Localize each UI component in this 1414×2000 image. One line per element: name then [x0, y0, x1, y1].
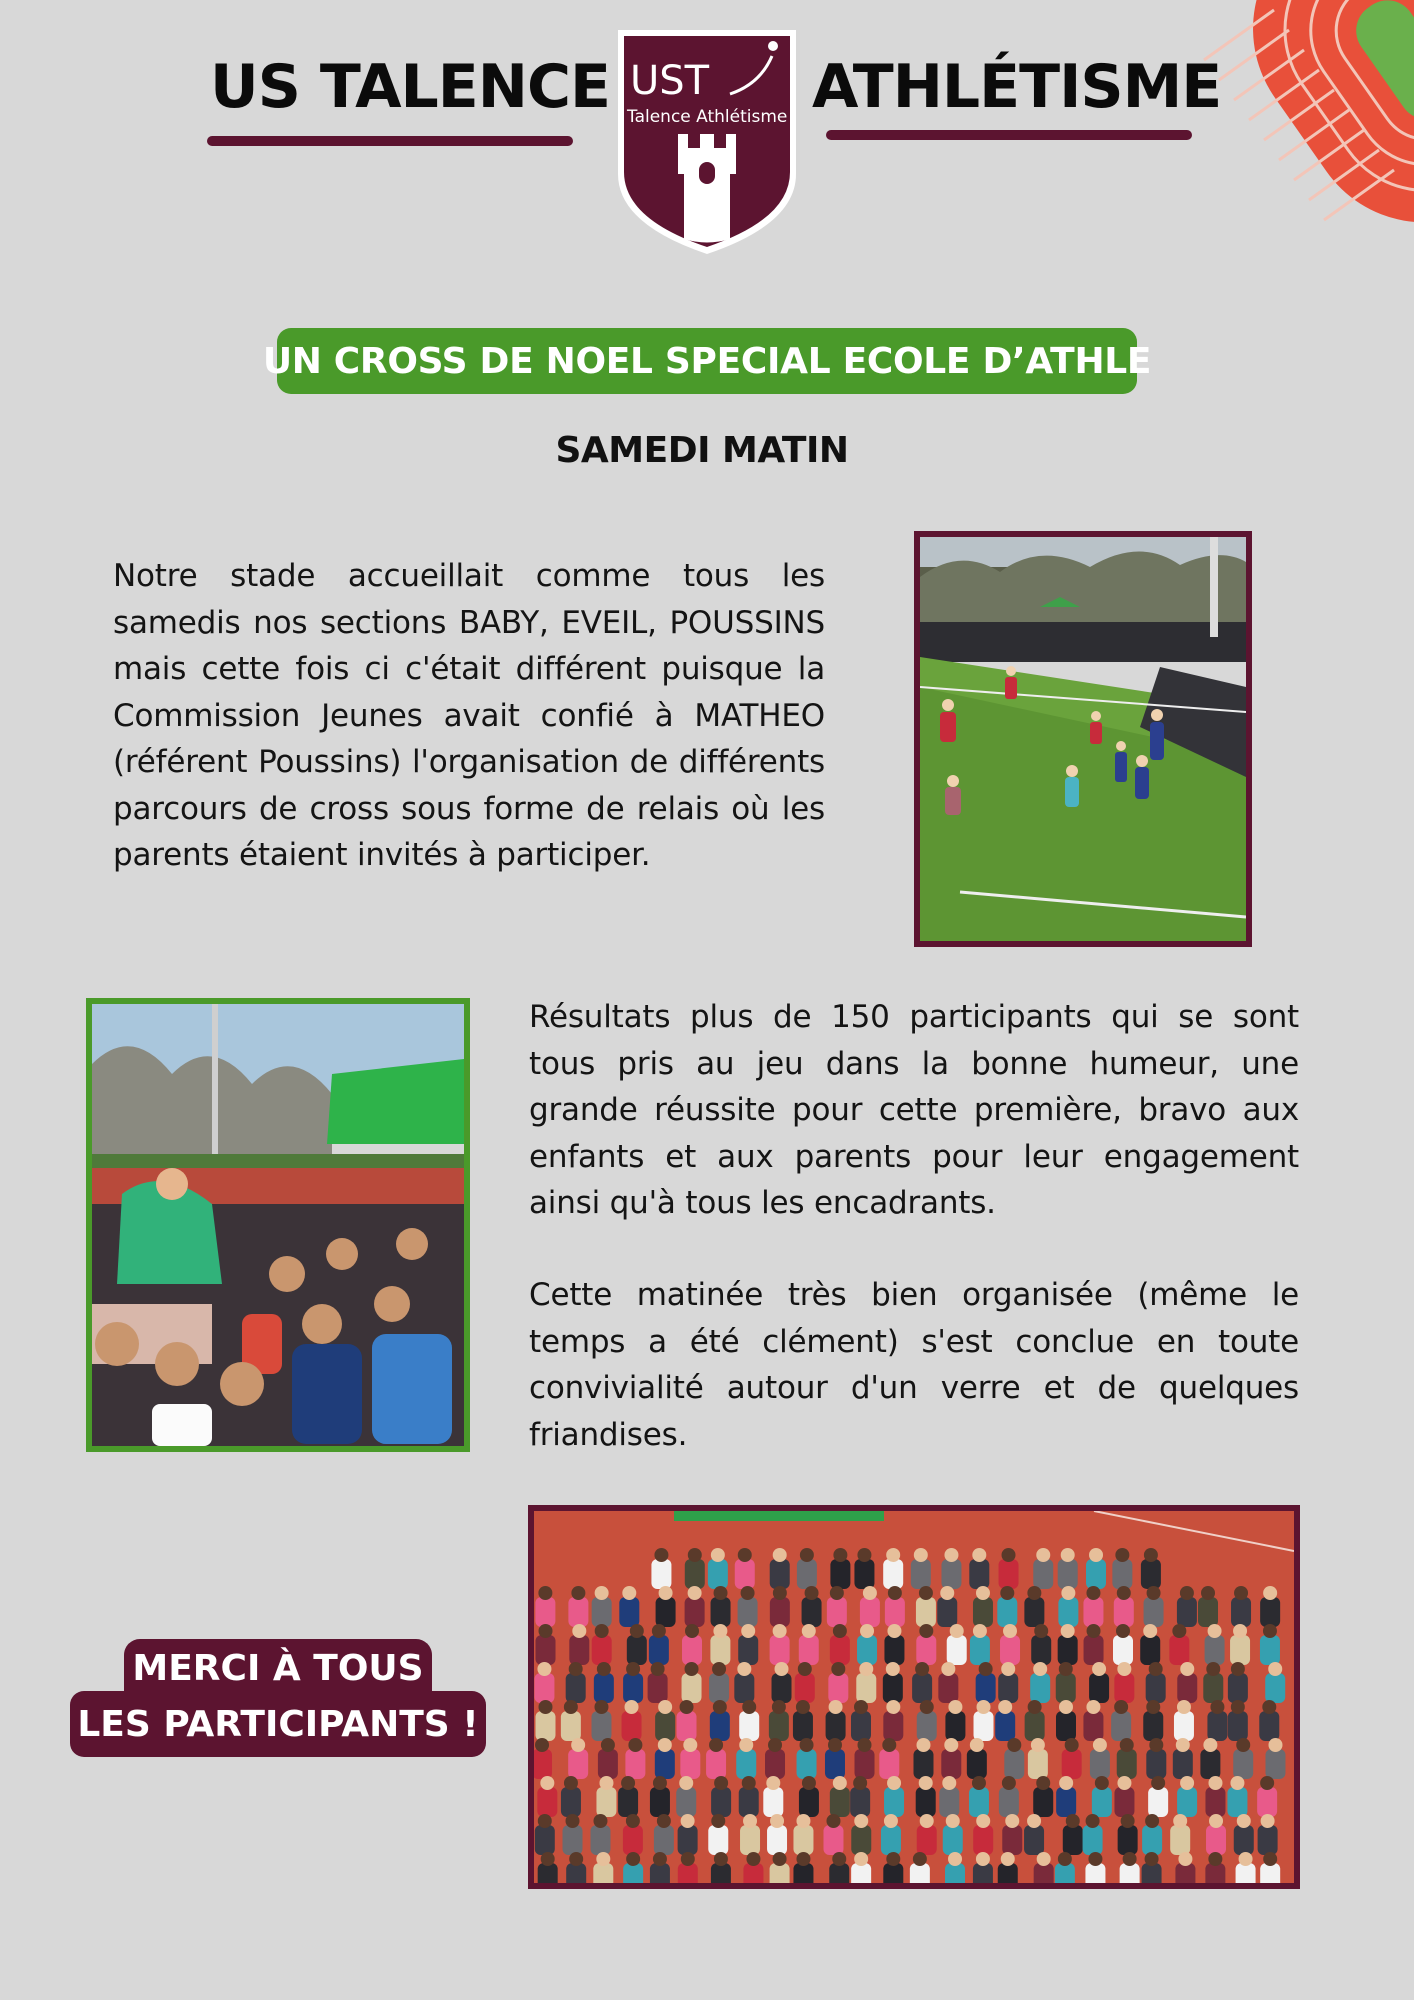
- refreshments-photo: [86, 998, 470, 1452]
- club-logo: [610, 24, 804, 258]
- event-subtitle: SAMEDI MATIN: [555, 430, 849, 471]
- intro-paragraph: Notre stade accueillait comme tous les samedis nos sections BABY, EVEIL, POUSSINS mais cette fois ci c'était différent puisque la Commission Jeunes avait confié à MATHEO (référent Poussins) l'organisation de différents parcours de cross sous forme de relais où les parents étaient invités à participer.: [113, 558, 825, 873]
- logo-main-text: UST: [630, 58, 710, 104]
- cross-race-photo: [914, 531, 1252, 947]
- discipline-title: ATHLÉTISME: [812, 52, 1222, 122]
- thanks-badge-line2: LES PARTICIPANTS !: [70, 1691, 486, 1757]
- logo-sub-text: Talence Athlétisme: [627, 107, 788, 127]
- closing-paragraph: Cette matinée très bien organisée (même le temps a été clément) s'est conclue en toute convivialité autour d'un verre et de quelques friandises.: [529, 1277, 1299, 1453]
- event-banner: UN CROSS DE NOEL SPECIAL ECOLE D’ATHLE: [277, 328, 1137, 394]
- group-photo: [528, 1505, 1300, 1889]
- club-name-title: US TALENCE: [210, 52, 610, 122]
- title-left-underline: [207, 136, 573, 146]
- thanks-badge-line1: MERCI À TOUS: [124, 1639, 432, 1697]
- title-right-underline: [826, 130, 1192, 140]
- results-paragraph: Résultats plus de 150 participants qui se sont tous pris au jeu dans la bonne humeur, une grande réussite pour cette première, bravo aux enfants et aux parents pour leur engagement ainsi qu'à tous les encadrants.: [529, 999, 1299, 1221]
